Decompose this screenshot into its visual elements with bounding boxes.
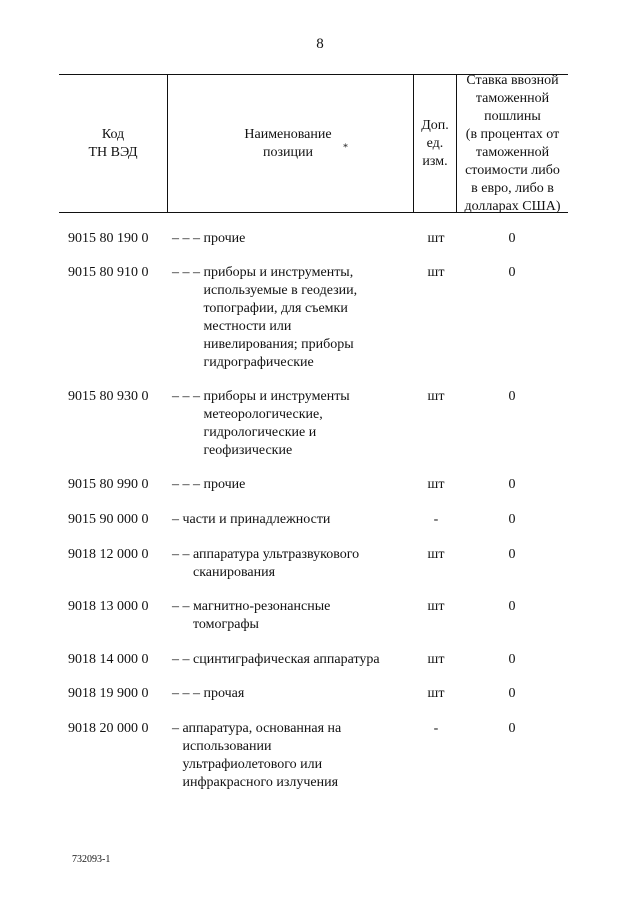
row-name-text: прочие [203,477,246,492]
row-code: 9018 14 000 0 [68,652,149,667]
row-code: 9018 13 000 0 [68,599,149,614]
row-name-text: прочие [203,231,246,246]
table-row [0,598,640,634]
header-unit-label: Доп. ед. изм. [421,117,449,169]
row-code: 9015 80 990 0 [68,477,149,492]
header-rate [457,72,568,214]
row-name [172,230,410,248]
row-name [172,264,410,372]
row-name-text: аппаратура, основанная на использовании ультрафиолетового или инфракрасного излучения [182,721,342,790]
table-row [0,476,640,494]
row-name-text: приборы и инструменты метеорологические, гидрологические и геофизические [203,389,350,458]
row-name [172,720,410,792]
row-dash: – – [172,599,193,614]
row-rate: 0 [508,477,516,492]
page-number: 8 [316,36,324,52]
header-name [168,75,414,212]
row-unit: шт [427,389,445,404]
row-code: 9015 90 000 0 [68,512,149,527]
table-row [0,685,640,703]
row-name-text: части и принадлежности [182,512,331,527]
row-name [172,476,410,494]
row-code: 9018 20 000 0 [68,721,149,736]
row-rate: 0 [508,721,516,736]
row-rate: 0 [508,547,516,562]
table-row [0,264,640,372]
row-name [172,511,410,529]
row-name-text: прочая [203,686,245,701]
row-unit: шт [427,652,445,667]
row-dash: – – – [172,477,204,492]
header-name-label: Наименование позиции [244,126,332,160]
row-unit: шт [427,547,445,562]
row-rate: 0 [508,652,516,667]
row-unit: шт [427,686,445,701]
row-unit: шт [427,599,445,614]
row-dash: – [172,512,183,527]
header-unit [414,75,457,212]
row-code: 9015 80 930 0 [68,389,149,404]
row-name [172,388,410,460]
table-row [0,230,640,248]
table-row [0,388,640,460]
row-unit: - [433,721,439,736]
row-unit: шт [427,477,445,492]
row-dash: – – [172,652,193,667]
row-code: 9015 80 910 0 [68,265,149,280]
row-dash: – – – [172,231,204,246]
table-row [0,511,640,529]
row-name-text: магнитно-резонансные томографы [193,599,331,632]
row-name [172,685,410,703]
row-unit: шт [427,265,445,280]
row-code: 9015 80 190 0 [68,231,149,246]
row-rate: 0 [508,512,516,527]
table-body [0,230,640,792]
row-dash: – [172,721,183,736]
row-code: 9018 19 900 0 [68,686,149,701]
row-name-text: приборы и инструменты, используемые в геодезии, топографии, для съемки местности или нивелирования; приборы гидрографические [203,265,358,370]
row-rate: 0 [508,686,516,701]
row-unit: шт [427,231,445,246]
row-rate: 0 [508,389,516,404]
table-row [0,720,640,792]
row-name [172,598,410,634]
header-code [59,75,168,212]
footnote-mark: * [343,141,348,153]
row-dash: – – – [172,389,204,404]
row-unit: - [433,512,439,527]
row-rate: 0 [508,231,516,246]
row-dash: – – – [172,265,204,280]
document-id: 732093-1 [72,854,111,865]
row-dash: – – [172,547,193,562]
row-name [172,651,410,669]
row-name-text: сцинтиграфическая аппаратура [193,652,380,667]
row-rate: 0 [508,265,516,280]
row-code: 9018 12 000 0 [68,547,149,562]
row-rate: 0 [508,599,516,614]
table-row [0,651,640,669]
row-name-text: аппаратура ультразвукового сканирования [193,547,360,580]
row-dash: – – – [172,686,204,701]
row-name [172,546,410,582]
header-code-label: Код ТН ВЭД [88,126,138,160]
header-rate-label: Ставка ввозной таможенной пошлины (в процентах от таможенной стоимости либо в евро, либо в долларах США) [464,72,561,214]
table-row [0,546,640,582]
table-header [59,74,568,213]
